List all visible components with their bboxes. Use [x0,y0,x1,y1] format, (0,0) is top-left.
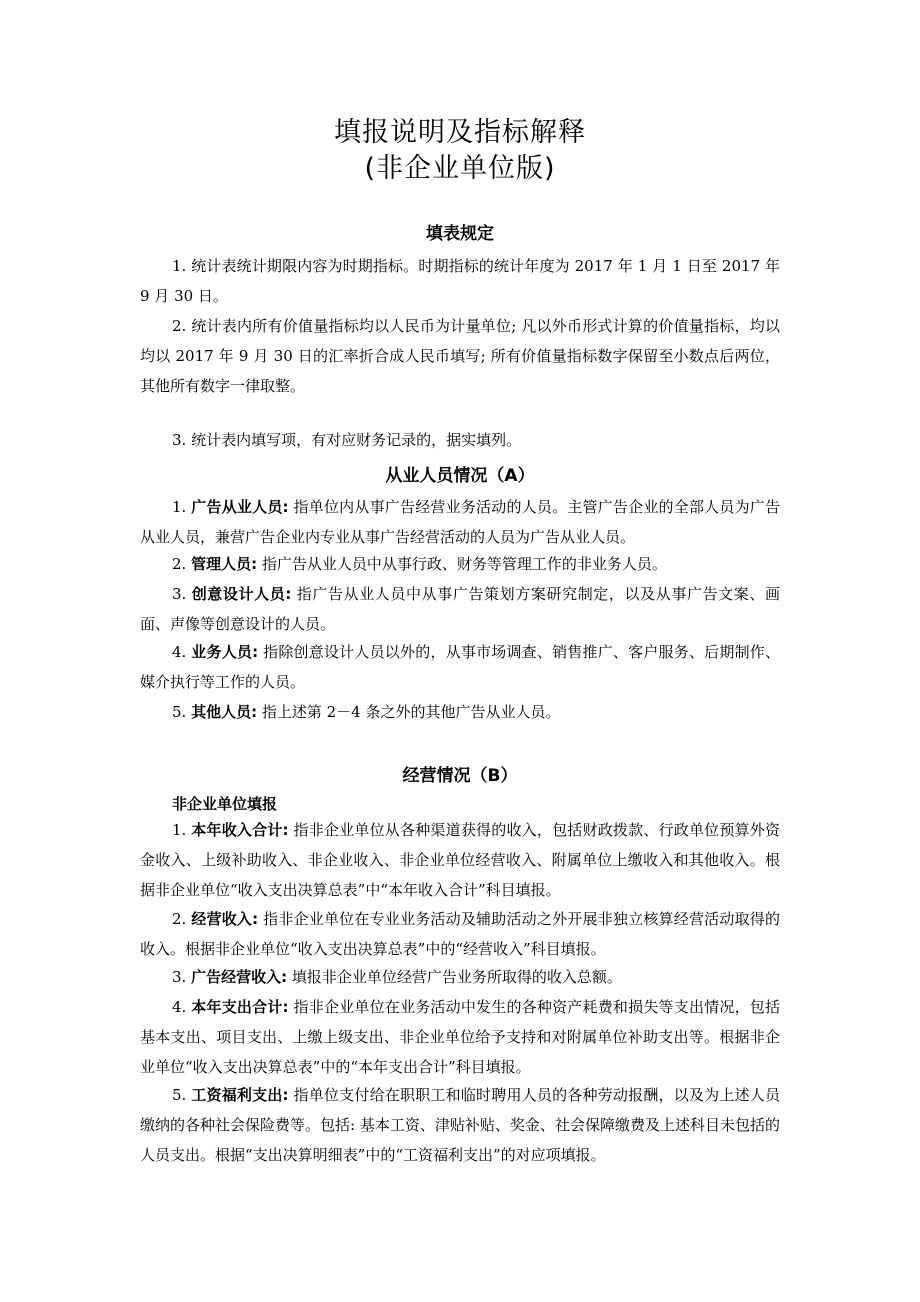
item-text: 统计表统计期限内容为时期指标。时期指标的统计年度为 2017 年 1 月 1 日至 2017 年 9 月 30 日。 [140,257,780,305]
business-definition-item [140,1080,780,1170]
section-subheading-non-enterprise: 非企业单位填报 [172,795,278,813]
item-number: 4. [172,643,187,661]
fill-rule-item [140,251,780,311]
item-number: 3. [172,431,187,449]
item-text: 统计表内所有价值量指标均以人民币为计量单位; 凡以外币形式计算的价值量指标，均以均以 2017 年 9 月 30 日的汇率折合成人民币填写; 所有价值量指标数字保留至小数点后两位，其他所有数字一律取整。 [140,317,780,395]
item-term: 工资福利支出: [191,1086,289,1104]
item-text: 指非企业单位在专业业务活动及辅助活动之外开展非独立核算经营活动取得的收入。根据非企业单位“收入支出决算总表”中的“经营收入”科目填报。 [140,910,780,958]
staff-definition-item [140,637,780,697]
item-text: 填报非企业单位经营广告业务所取得的收入总额。 [291,968,622,986]
document-title: 填报说明及指标解释 [334,117,586,148]
business-definition-item [140,962,780,992]
item-text: 指单位支付给在职职工和临时聘用人员的各种劳动报酬，以及为上述人员缴纳的各种社会保险费等。包括: 基本工资、津贴补贴、奖金、社会保障缴费及上述科目未包括的人员支出。根据“支出决算明细表”中的“工资福利支出”的对应项填报。 [140,1086,780,1164]
item-text: 指非企业单位在业务活动中发生的各种资产耗费和损失等支出情况，包括基本支出、项目支出、上缴上级支出、非企业单位给予支持和对附属单位补助支出等。根据非企业单位“收入支出决算总表”中的“本年支出合计”科目填报。 [140,998,780,1076]
item-number: 3. [172,585,187,603]
item-term: 管理人员: [191,555,258,573]
item-number: 5. [172,1086,187,1104]
item-term: 本年收入合计: [191,821,289,839]
item-term: 其他人员: [191,703,258,721]
business-definition-item [140,815,780,905]
staff-definition-item [140,492,780,552]
item-number: 2. [172,910,187,928]
section-heading-staff: 从业人员情况（A） [385,466,535,486]
item-term: 广告经营收入: [191,968,288,986]
item-text: 指除创意设计人员以外的，从事市场调查、销售推广、客户服务、后期制作、媒介执行等工作的人员。 [140,643,780,691]
item-term: 广告从业人员: [191,498,289,516]
item-term: 经营收入: [191,910,259,928]
item-text: 指广告从业人员中从事广告策划方案研究制定，以及从事广告文案、画面、声像等创意设计的人员。 [140,585,780,633]
item-term: 业务人员: [191,643,259,661]
item-term: 本年支出合计: [191,998,289,1016]
item-number: 2. [172,555,187,573]
section-heading-fill-rules: 填表规定 [426,224,494,244]
business-definition-item [140,992,780,1082]
section-heading-business: 经营情况（B） [402,766,518,786]
item-number: 2. [172,317,187,335]
item-number: 4. [172,998,187,1016]
staff-definition-item [140,549,780,579]
item-number: 1. [172,821,187,839]
item-number: 5. [172,703,187,721]
staff-definition-item [140,697,780,727]
item-number: 1. [172,498,187,516]
item-term: 创意设计人员: [191,585,292,603]
document-subtitle: (非企业单位版) [364,153,556,184]
fill-rule-item [140,311,780,401]
item-number: 1. [172,257,187,275]
item-text: 指广告从业人员中从事行政、财务等管理工作的非业务人员。 [261,555,667,573]
item-text: 指非企业单位从各种渠道获得的收入，包括财政拨款、行政单位预算外资金收入、上级补助收入、非企业收入、非企业单位经营收入、附属单位上缴收入和其他收入。根据非企业单位“收入支出决算总表”中“本年收入合计”科目填报。 [140,821,780,899]
item-text: 指单位内从事广告经营业务活动的人员。主管广告企业的全部人员为广告从业人员，兼营广告企业内专业从事广告经营活动的人员为广告从业人员。 [140,498,780,546]
item-number: 3. [172,968,187,986]
staff-definition-item [140,579,780,639]
fill-rule-item [140,425,780,455]
item-text: 统计表内填写项，有对应财务记录的，据实填列。 [191,431,522,449]
item-text: 指上述第 2－4 条之外的其他广告从业人员。 [261,703,561,721]
business-definition-item [140,904,780,964]
